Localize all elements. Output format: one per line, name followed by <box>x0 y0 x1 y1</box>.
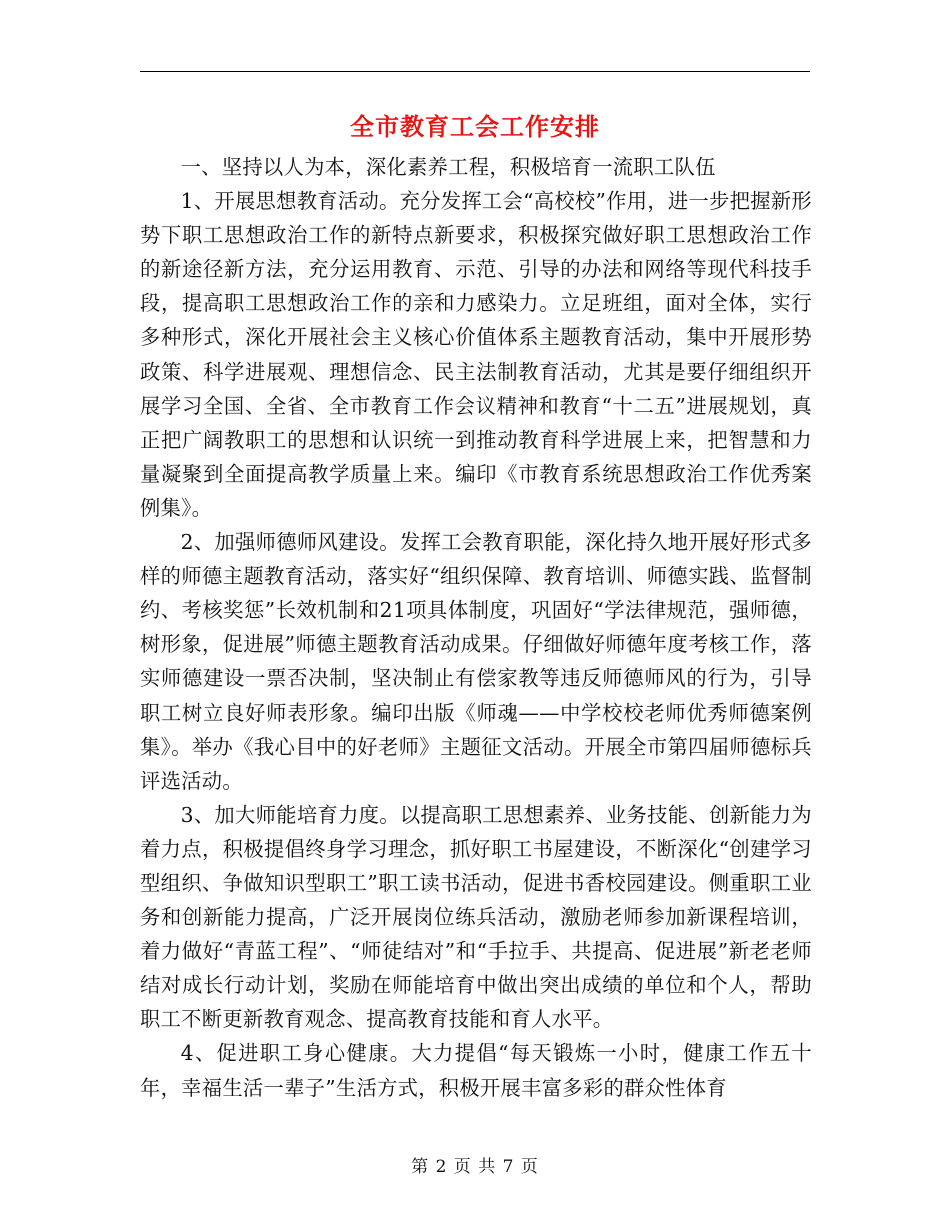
paragraph-teacher-skills: 3、加大师能培育力度。以提高职工思想素养、业务技能、创新能力为着力点，积极提倡终身学习理念，抓好职工书屋建设，不断深化“创建学习型组织、争做知识型职工”职工读书活动，促进书香校园建设。侧重职工业务和创新能力提高，广泛开展岗位练兵活动，激励老师参加新课程培训，着力做好“青蓝工程”、“师徒结对”和“手拉手、共提高、促进展”新老老师结对成长行动计划，奖励在师能培育中做出突出成绩的单位和个人，帮助职工不断更新教育观念、提高教育技能和育人水平。 <box>140 802 812 1032</box>
header-rule <box>140 71 810 72</box>
paragraph-ideology-education: 1、开展思想教育活动。充分发挥工会“高校校”作用，进一步把握新形势下职工思想政治工作的新特点新要求，积极探究做好职工思想政治工作的新途径新方法，充分运用教育、示范、引导的办法和网络等现代科技手段，提高职工思想政治工作的亲和力感染力。立足班组，面对全体，实行多种形式，深化开展社会主义核心价值体系主题教育活动，集中开展形势政策、科学进展观、理想信念、民主法制教育活动，尤其是要仔细组织开展学习全国、全省、全市教育工作会议精神和教育“十二五”进展规划，真正把广阔教职工的思想和认识统一到推动教育科学进展上来，把智慧和力量凝聚到全面提高教学质量上来。编印《市教育系统思想政治工作优秀案例集》。 <box>140 189 812 520</box>
page-number: 第 2 页 共 7 页 <box>411 1157 539 1177</box>
document-body <box>140 150 812 1105</box>
paragraph-health: 4、促进职工身心健康。大力提倡“每天锻炼一小时，健康工作五十年，幸福生活一辈子”生活方式，积极开展丰富多彩的群众性体育 <box>140 1041 812 1100</box>
paragraph-teacher-ethics: 2、加强师德师风建设。发挥工会教育职能，深化持久地开展好形式多样的师德主题教育活动，落实好“组织保障、教育培训、师德实践、监督制约、考核奖惩”长效机制和21项具体制度，巩固好“学法律规范，强师德，树形象，促进展”师德主题教育活动成果。仔细做好师德年度考核工作，落实师德建设一票否决制，坚决制止有偿家教等违反师德师风的行为，引导职工树立良好师表形象。编印出版《师魂——中学校校老师优秀师德案例集》。举办《我心目中的好老师》主题征文活动。开展全市第四届师德标兵评选活动。 <box>140 530 812 793</box>
section-heading: 一、坚持以人为本，深化素养工程，积极培育一流职工队伍 <box>180 155 716 179</box>
page-title: 全市教育工会工作安排 <box>350 112 600 141</box>
